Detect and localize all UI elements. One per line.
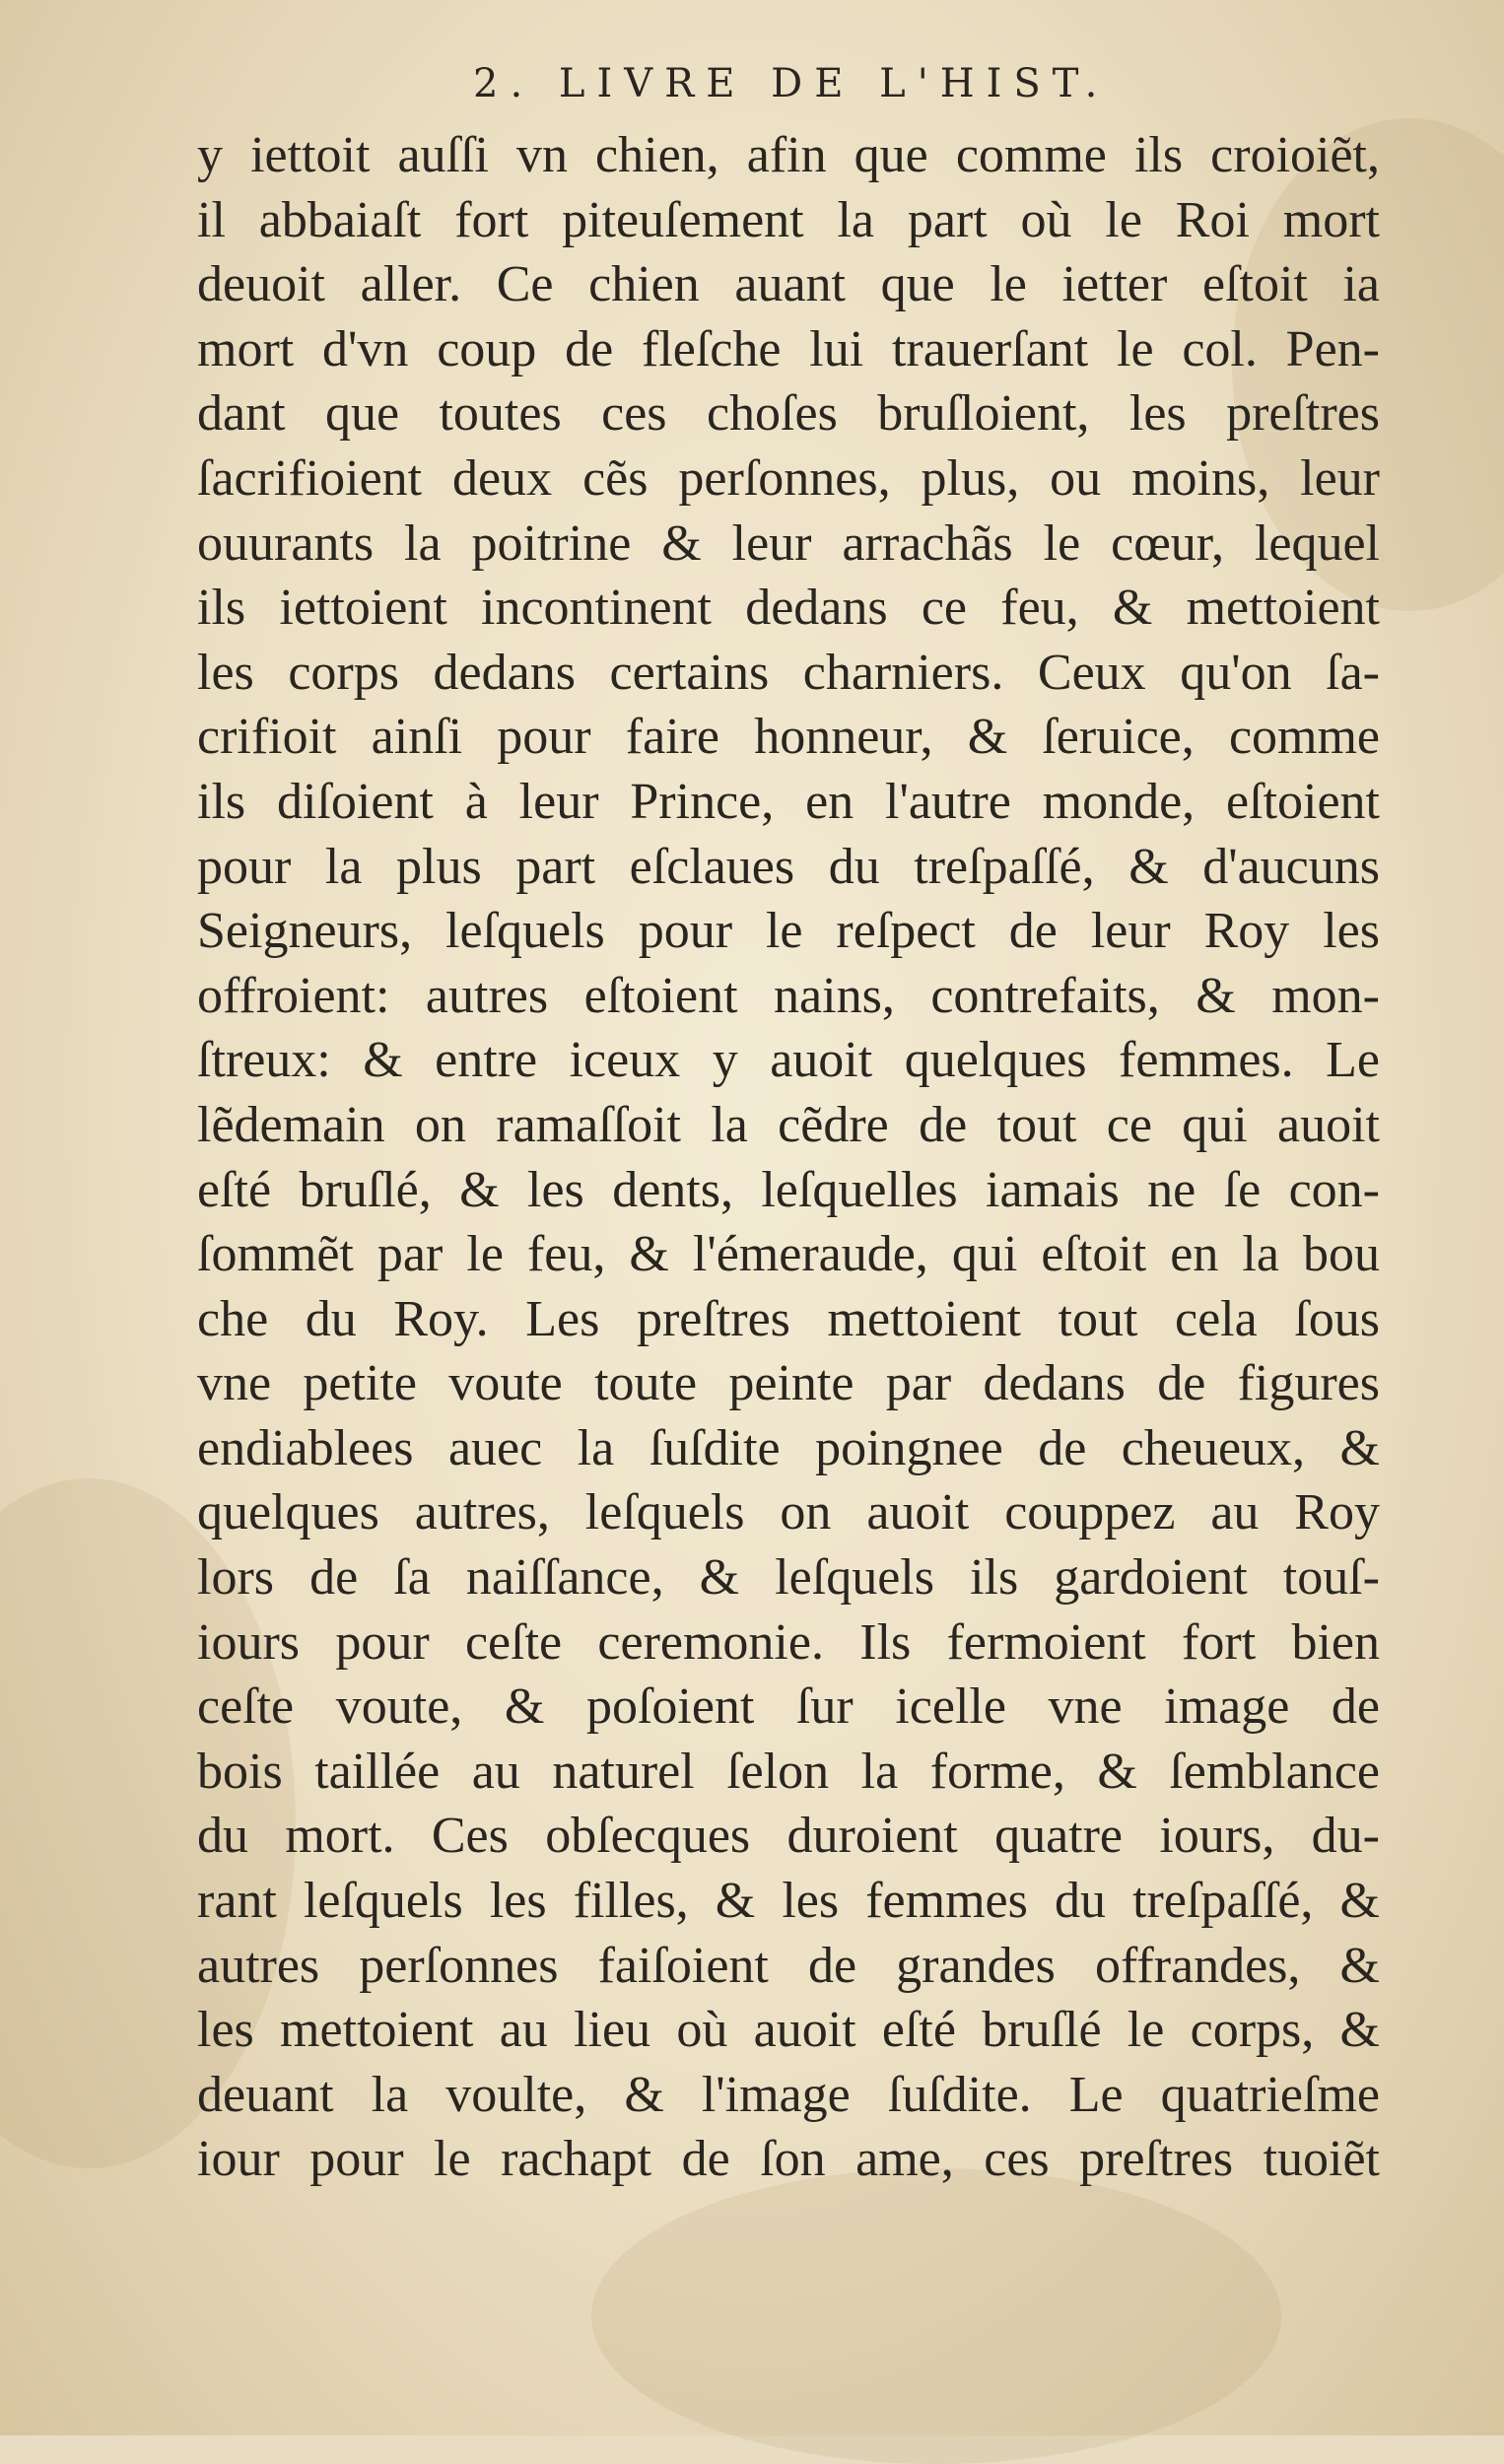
text-line: iour pour le rachapt de ſon ame, ces preſtres tuoiẽt <box>197 2131 1380 2188</box>
text-line: endiablees auec la ſuſdite poingnee de cheueux, & <box>197 1419 1380 1476</box>
text-line: ils diſoient à leur Prince, en l'autre monde, eſtoient <box>197 773 1380 830</box>
text-line: iours pour ceſte ceremonie. Ils fermoient fort bien <box>197 1613 1380 1671</box>
text-line: autres perſonnes faiſoient de grandes offrandes, & <box>197 1937 1380 1994</box>
text-line: dant que toutes ces choſes bruſloient, les preſtres <box>197 385 1380 443</box>
text-line: che du Roy. Les preſtres mettoient tout cela ſous <box>197 1290 1380 1347</box>
paper-stain <box>591 2168 1281 2464</box>
text-line: ceſte voute, & poſoient ſur icelle vne image de <box>197 1678 1380 1736</box>
text-line: bois taillée au naturel ſelon la forme, & ſemblance <box>197 1743 1380 1800</box>
text-line: crifioit ainſi pour faire honneur, & ſeruice, comme <box>197 709 1380 766</box>
text-line: lẽdemain on ramaſſoit la cẽdre de tout ce qui auoit <box>197 1096 1380 1153</box>
running-head: 2. LIVRE DE L'HIST. <box>473 61 1110 106</box>
text-line: eſté bruſlé, & les dents, leſquelles iamais ne ſe con- <box>197 1161 1380 1218</box>
text-line: ſommẽt par le feu, & l'émeraude, qui eſtoit en la bou <box>197 1226 1380 1283</box>
text-line: lors de ſa naiſſance, & leſquels ils gardoient touſ- <box>197 1549 1380 1607</box>
body-text <box>197 123 1400 2192</box>
text-line: y iettoit auſſi vn chien, afin que comme ils croioiẽt, <box>197 127 1380 183</box>
text-line: ſtreux: & entre iceux y auoit quelques femmes. Le <box>197 1032 1380 1089</box>
text-line: les corps dedans certains charniers. Ceux qu'on ſa- <box>197 644 1380 701</box>
text-line: pour la plus part eſclaues du treſpaſſé, & d'aucuns <box>197 838 1380 895</box>
text-line: rant leſquels les filles, & les femmes du treſpaſſé, & <box>197 1873 1380 1930</box>
text-line: deuoit aller. Ce chien auant que le ietter eſtoit ia <box>197 256 1380 313</box>
text-line: il abbaiaſt fort piteuſement la part où le Roi mort <box>197 191 1380 248</box>
text-line: les mettoient au lieu où auoit eſté bruſlé le corps, & <box>197 2002 1380 2059</box>
text-line: vne petite voute toute peinte par dedans de figures <box>197 1355 1380 1412</box>
text-line: deuant la voulte, & l'image ſuſdite. Le quatrieſme <box>197 2066 1380 2123</box>
text-line: Seigneurs, leſquels pour le reſpect de leur Roy les <box>197 903 1380 960</box>
text-line: mort d'vn coup de fleſche lui trauerſant le col. Pen- <box>197 320 1380 377</box>
text-line: offroient: autres eſtoient nains, contrefaits, & mon- <box>197 967 1380 1024</box>
text-line: ouurants la poitrine & leur arrachãs le cœur, lequel <box>197 514 1380 572</box>
text-line: quelques autres, leſquels on auoit couppez au Roy <box>197 1484 1380 1541</box>
text-line: ſacrifioient deux cẽs perſonnes, plus, ou moins, leur <box>197 449 1380 507</box>
text-line: ils iettoient incontinent dedans ce feu, & mettoient <box>197 580 1380 637</box>
text-line: du mort. Ces obſecques duroient quatre iours, du- <box>197 1808 1380 1865</box>
